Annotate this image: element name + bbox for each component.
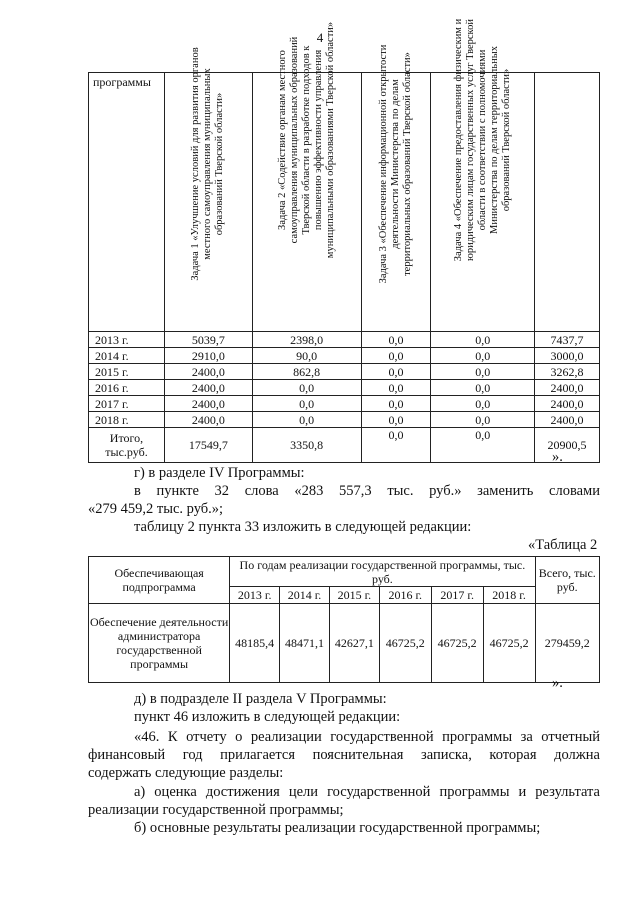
paragraph-46: пункт 46 изложить в следующей редакции:: [134, 709, 401, 725]
task2-value: 2398,0: [252, 332, 361, 348]
table-row: [89, 380, 600, 396]
row-total: 2400,0: [535, 380, 600, 396]
table-header-row: [89, 557, 600, 587]
row-year: Итого, тыс.руб.: [89, 428, 165, 463]
task2-value: 3350,8: [252, 428, 361, 463]
funding-by-task-table: [88, 18, 600, 463]
funding-by-year-table: [88, 556, 600, 683]
year-value: 48185,4: [230, 604, 280, 683]
table2-label: «Таблица 2: [528, 537, 598, 553]
task4-value: 0,0: [431, 348, 535, 364]
row-total: 3000,0: [535, 348, 600, 364]
year-header: 2013 г.: [230, 587, 280, 604]
quote-line-3: содержать следующие разделы:: [88, 765, 284, 781]
year-header: 2016 г.: [379, 587, 431, 604]
paragraph-32-line1: в пункте 32 слова «283 557,3 тыс. руб.» заменить словами: [134, 483, 600, 499]
task4-value: 0,0: [431, 396, 535, 412]
table-row: [89, 348, 600, 364]
task4-value: 0,0: [431, 412, 535, 428]
task4-value: 0,0: [431, 380, 535, 396]
task3-value: 0,0: [361, 332, 431, 348]
task4-value: 0,0: [431, 428, 535, 463]
row-total: 3262,8: [535, 364, 600, 380]
table-row: [89, 604, 600, 683]
subprogram-label: Обеспечение деятельности администратора государственной программы: [89, 604, 230, 683]
task-3-header: Задача 3 «Обеспечение информационной открытости деятельности Министерства по делам территориальных образований Тверской области»: [361, 73, 431, 332]
row-year: 2018 г.: [89, 412, 165, 428]
item-a-line-2: реализации государственной программы;: [88, 802, 344, 818]
task4-value: 0,0: [431, 364, 535, 380]
programs-header: программы: [89, 73, 165, 332]
year-value: 46725,2: [379, 604, 431, 683]
year-value: 42627,1: [329, 604, 379, 683]
total-header: [535, 73, 600, 332]
total-row: [89, 428, 600, 463]
task2-value: 862,8: [252, 364, 361, 380]
task3-value: 0,0: [361, 348, 431, 364]
task1-value: 2910,0: [164, 348, 252, 364]
year-value: 46725,2: [431, 604, 483, 683]
row-year: 2016 г.: [89, 380, 165, 396]
task3-value: 0,0: [361, 412, 431, 428]
quote-line-2: финансовый год прилагается пояснительная записка, которая должна: [88, 747, 600, 763]
page-number: 4: [316, 30, 324, 45]
task2-value: 0,0: [252, 396, 361, 412]
year-value: 48471,1: [280, 604, 330, 683]
task2-value: 0,0: [252, 380, 361, 396]
subprogram-header: Обеспечивающая подпрограмма: [89, 557, 230, 604]
row-year: 2013 г.: [89, 332, 165, 348]
row-year: 2014 г.: [89, 348, 165, 364]
table-row: [89, 412, 600, 428]
quote-close: ».: [552, 675, 563, 691]
item-b: б) основные результаты реализации государственной программы;: [134, 820, 541, 836]
row-total: 2400,0: [535, 396, 600, 412]
row-total: 7437,7: [535, 332, 600, 348]
paragraph-33: таблицу 2 пункта 33 изложить в следующей редакции:: [134, 519, 472, 535]
task4-value: 0,0: [431, 332, 535, 348]
row-year: 2017 г.: [89, 396, 165, 412]
task1-value: 2400,0: [164, 396, 252, 412]
task1-value: 2400,0: [164, 364, 252, 380]
year-header: 2014 г.: [280, 587, 330, 604]
quote-close: ».: [552, 449, 563, 465]
task-2-header: Задача 2 «Содействие органам местного самоуправления муниципальных образований Тверской области в разработке подходов к повышению эффективности управления муниципальными образованиями Тверской области»: [252, 73, 361, 332]
paragraph-g: г) в разделе IV Программы:: [134, 465, 305, 481]
table-header-row: [89, 73, 600, 332]
task3-value: 0,0: [361, 364, 431, 380]
row-total: 2400,0: [535, 412, 600, 428]
table-row: [89, 332, 600, 348]
task-1-header: Задача 1 «Улучшение условий для развития органов местного самоуправления муниципальных образований Тверской области»: [164, 73, 252, 332]
task1-value: 5039,7: [164, 332, 252, 348]
task3-value: 0,0: [361, 428, 431, 463]
year-header: 2018 г.: [483, 587, 535, 604]
table-row: [89, 364, 600, 380]
task1-value: 2400,0: [164, 412, 252, 428]
year-header: 2017 г.: [431, 587, 483, 604]
year-value: 46725,2: [483, 604, 535, 683]
paragraph-32-line2: «279 459,2 тыс. руб.»;: [88, 501, 224, 517]
row-total: 20900,5: [535, 428, 600, 463]
task2-value: 0,0: [252, 412, 361, 428]
row-total: 279459,2: [535, 604, 599, 683]
year-header: 2015 г.: [329, 587, 379, 604]
quote-line-1: «46. К отчету о реализации государственной программы за отчетный: [134, 729, 600, 745]
total-header: Всего, тыс. руб.: [535, 557, 599, 604]
task1-value: 17549,7: [164, 428, 252, 463]
row-year: 2015 г.: [89, 364, 165, 380]
item-a-line-1: а) оценка достижения цели государственной программы и результата: [134, 784, 600, 800]
task-4-header: Задача 4 «Обеспечение предоставления физическим и юридическим лицам государственных услуг Тверской области в соответствии с полномочиями Министерства по делам территориальных образований Тверской области»: [431, 73, 535, 332]
task1-value: 2400,0: [164, 380, 252, 396]
table-row: [89, 396, 600, 412]
task3-value: 0,0: [361, 396, 431, 412]
paragraph-d: д) в подразделе II раздела V Программы:: [134, 691, 387, 707]
years-header: По годам реализации государственной программы, тыс. руб.: [230, 557, 535, 587]
task2-value: 90,0: [252, 348, 361, 364]
task3-value: 0,0: [361, 380, 431, 396]
